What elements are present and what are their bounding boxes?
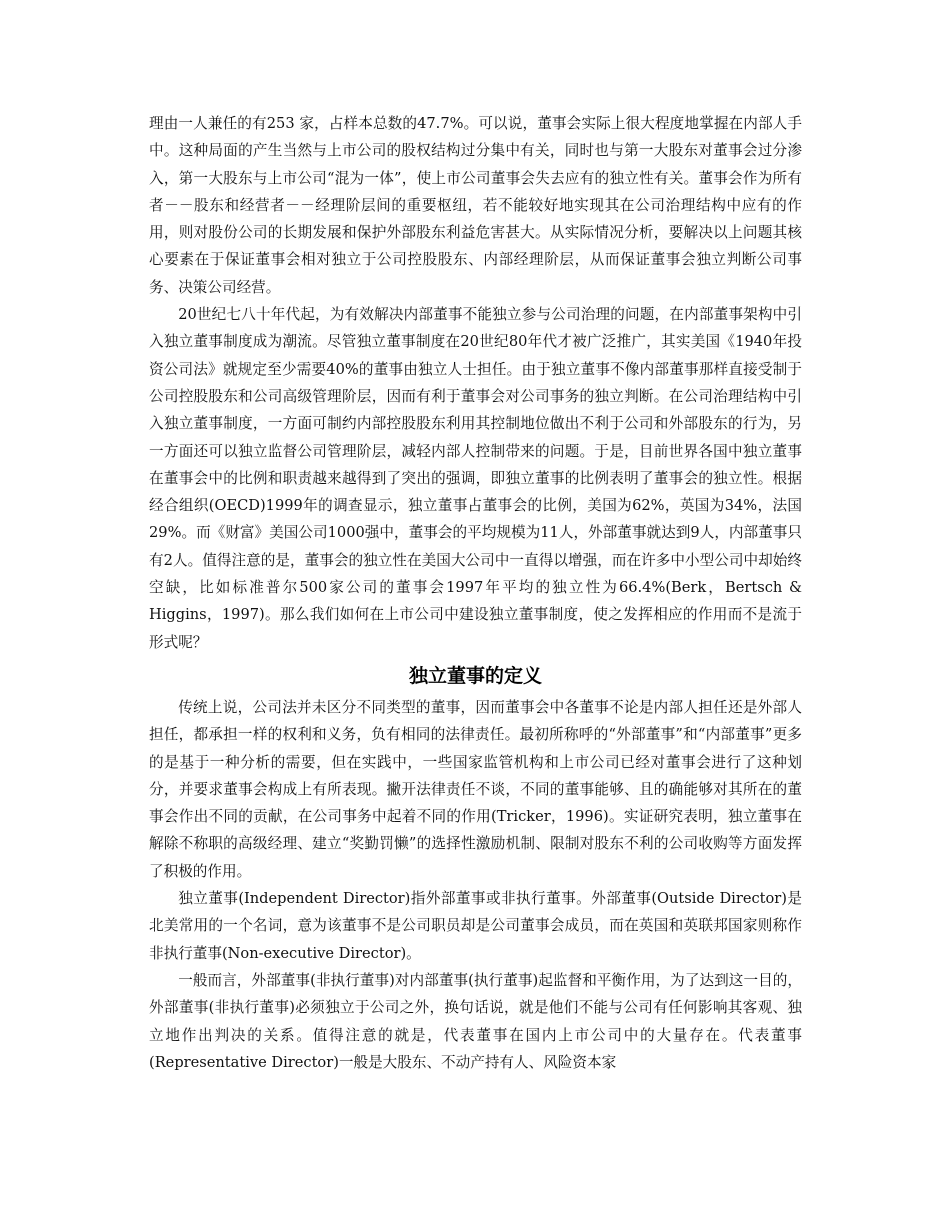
paragraph-independent-director-term: 独立董事(Independent Director)指外部董事或非执行董事。外部董事(Outside Director)是北美常用的一个名词，意为该董事不是公司职员却是公司董事会成员，而在英国和英联邦国家则称作非执行董事(Non-executive Director)。 [149, 890, 802, 962]
paragraph-traditional-definition: 传统上说，公司法并未区分不同类型的董事，因而董事会中各董事不论是内部人担任还是外部人担任，都承担一样的权利和义务，负有相同的法律责任。最初所称呼的“外部董事”和“内部董事”更多的是基于一种分析的需要，但在实践中，一些国家监管机构和上市公司已经对董事会进行了这种划分，并要求董事会构成上有所表现。撇开法律责任不谈，不同的董事能够、且的确能够对其所在的董事会作出不同的贡献，在公司事务中起着不同的作用(Tricker，1996)。实证研究表明，独立董事在解除不称职的高级经理、建立“奖勤罚懒”的选择性激励机制、限制对股东不利的公司收购等方面发挥了积极的作用。 [149, 698, 802, 880]
document-page [149, 110, 802, 1076]
paragraph-continued: 理由一人兼任的有253 家，占样本总数的47.7%。可以说，董事会实际上很大程度地掌握在内部人手中。这种局面的产生当然与上市公司的股权结构过分集中有关，同时也与第一大股东对董事会过分渗入，第一大股东与上市公司“混为一体”，使上市公司董事会失去应有的独立性有关。董事会作为所有者－－股东和经营者－－经理阶层间的重要枢纽，若不能较好地实现其在公司治理结构中应有的作用，则对股份公司的长期发展和保护外部股东利益危害甚大。从实际情况分析，要解决以上问题其核心要素在于保证董事会相对独立于公司控股股东、内部经理阶层，从而保证董事会独立判断公司事务、决策公司经营。 [149, 115, 802, 296]
paragraph-independent-director-history: 20世纪七八十年代起，为有效解决内部董事不能独立参与公司治理的问题，在内部董事架构中引入独立董事制度成为潮流。尽管独立董事制度在20世纪80年代才被广泛推广，其实美国《1940年投资公司法》就规定至少需要40%的董事由独立人士担任。由于独立董事不像内部董事那样直接受制于公司控股股东和公司高级管理阶层，因而有利于董事会对公司事务的独立判断。在公司治理结构中引入独立董事制度，一方面可制约内部控股股东利用其控制地位做出不利于公司和外部股东的行为，另一方面还可以独立监督公司管理阶层，减轻内部人控制带来的问题。于是，目前世界各国中独立董事在董事会中的比例和职责越来越得到了突出的强调，即独立董事的比例表明了董事会的独立性。根据经合组织(OECD)1999年的调查显示，独立董事占董事会的比例，美国为62%，英国为34%，法国29%。而《财富》美国公司1000强中，董事会的平均规模为11人，外部董事就达到9人，内部董事只有2人。值得注意的是，董事会的独立性在美国大公司中一直得以增强，而在许多中小型公司中却始终空缺，比如标准普尔500家公司的董事会1997年平均的独立性为66.4%(Berk，Bertsch & Higgins，1997)。那么我们如何在上市公司中建设独立董事制度，使之发挥相应的作用而不是流于形式呢？ [149, 306, 802, 651]
section-heading: 独立董事的定义 [408, 664, 542, 687]
paragraph-representative-director: 一般而言，外部董事(非执行董事)对内部董事(执行董事)起监督和平衡作用，为了达到这一目的，外部董事(非执行董事)必须独立于公司之外，换句话说，就是他们不能与公司有任何影响其客观、独立地作出判决的关系。值得注意的就是，代表董事在国内上市公司中的大量存在。代表董事(Representative Director)一般是大股东、不动产持有人、风险资本家 [149, 971, 802, 1071]
